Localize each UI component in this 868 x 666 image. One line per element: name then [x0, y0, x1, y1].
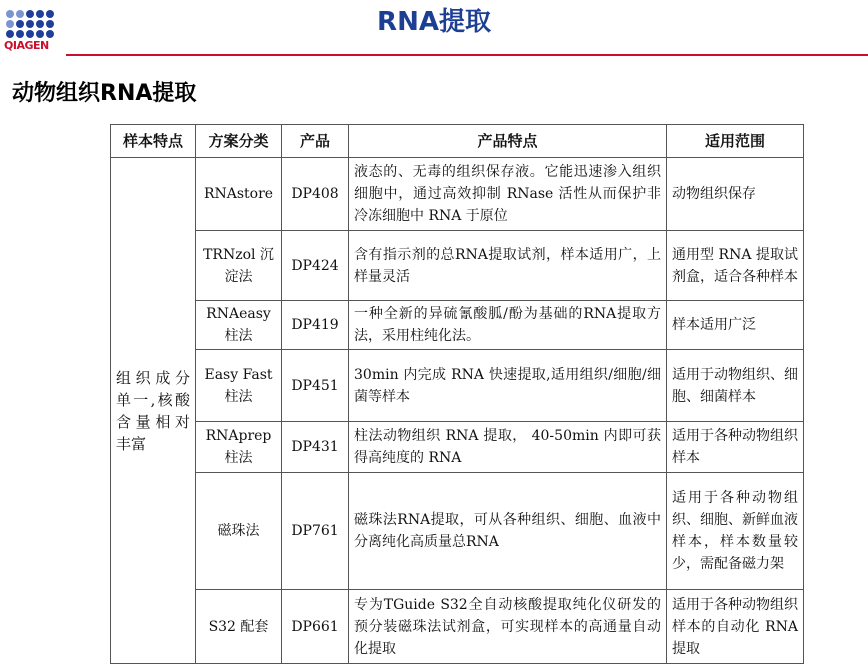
feature-cell: 柱法动物组织 RNA 提取， 40-50min 内即可获得高纯度的 RNA: [349, 422, 667, 473]
scheme-cell: RNAstore: [196, 158, 282, 231]
table-row: [111, 422, 804, 473]
scheme-cell: S32 配套: [196, 590, 282, 664]
column-header-scheme: 方案分类: [196, 125, 282, 158]
product-cell: DP408: [282, 158, 349, 231]
sample-group-cell: 组织成分单一,核酸含量相对丰富: [111, 158, 196, 664]
table-row: [111, 158, 804, 231]
product-cell: DP761: [282, 473, 349, 590]
scheme-cell: RNAprep 柱法: [196, 422, 282, 473]
product-table: [110, 124, 804, 664]
header-divider: [66, 54, 868, 56]
scope-cell: 样本适用广泛: [667, 301, 804, 350]
product-cell: DP419: [282, 301, 349, 350]
scope-cell: 适用于动物组织、细胞、细菌样本: [667, 350, 804, 422]
product-cell: DP661: [282, 590, 349, 664]
scope-cell: 通用型 RNA 提取试剂盒，适合各种样本: [667, 231, 804, 301]
section-title: 动物组织RNA提取: [12, 81, 197, 106]
scheme-cell: 磁珠法: [196, 473, 282, 590]
table-row: [111, 231, 804, 301]
column-header-sample: 样本特点: [111, 125, 196, 158]
feature-cell: 一种全新的异硫氰酸胍/酚为基础的RNA提取方法，采用柱纯化法。: [349, 301, 667, 350]
feature-cell: 磁珠法RNA提取，可从各种组织、细胞、血液中分离纯化高质量总RNA: [349, 473, 667, 590]
scheme-cell: TRNzol 沉淀法: [196, 231, 282, 301]
product-cell: DP431: [282, 422, 349, 473]
feature-cell: 液态的、无毒的组织保存液。它能迅速渗入组织细胞中，通过高效抑制 RNase 活性从而保护非冷冻细胞中 RNA 于原位: [349, 158, 667, 231]
table-row: [111, 473, 804, 590]
scope-cell: 适用于各种动物组织、细胞、新鲜血液样本，样本数量较少，需配备磁力架: [667, 473, 804, 590]
scope-cell: 动物组织保存: [667, 158, 804, 231]
logo-wordmark: QIAGEN: [4, 39, 49, 52]
column-header-product: 产品: [282, 125, 349, 158]
table-row: [111, 350, 804, 422]
table-header-row: [111, 125, 804, 158]
scheme-cell: RNAeasy 柱法: [196, 301, 282, 350]
feature-cell: 含有指示剂的总RNA提取试剂，样本适用广，上样量灵活: [349, 231, 667, 301]
scheme-cell: Easy Fast 柱法: [196, 350, 282, 422]
feature-cell: 30min 内完成 RNA 快速提取,适用组织/细胞/细菌等样本: [349, 350, 667, 422]
column-header-scope: 适用范围: [667, 125, 804, 158]
scope-cell: 适用于各种动物组织样本: [667, 422, 804, 473]
table-row: [111, 301, 804, 350]
table-row: [111, 590, 804, 664]
product-cell: DP451: [282, 350, 349, 422]
scope-cell: 适用于各种动物组织样本的自动化 RNA 提取: [667, 590, 804, 664]
page-title: RNA提取: [377, 7, 491, 37]
column-header-feature: 产品特点: [349, 125, 667, 158]
feature-cell: 专为TGuide S32全自动核酸提取纯化仪研发的预分装磁珠法试剂盒，可实现样本的高通量自动化提取: [349, 590, 667, 664]
product-cell: DP424: [282, 231, 349, 301]
